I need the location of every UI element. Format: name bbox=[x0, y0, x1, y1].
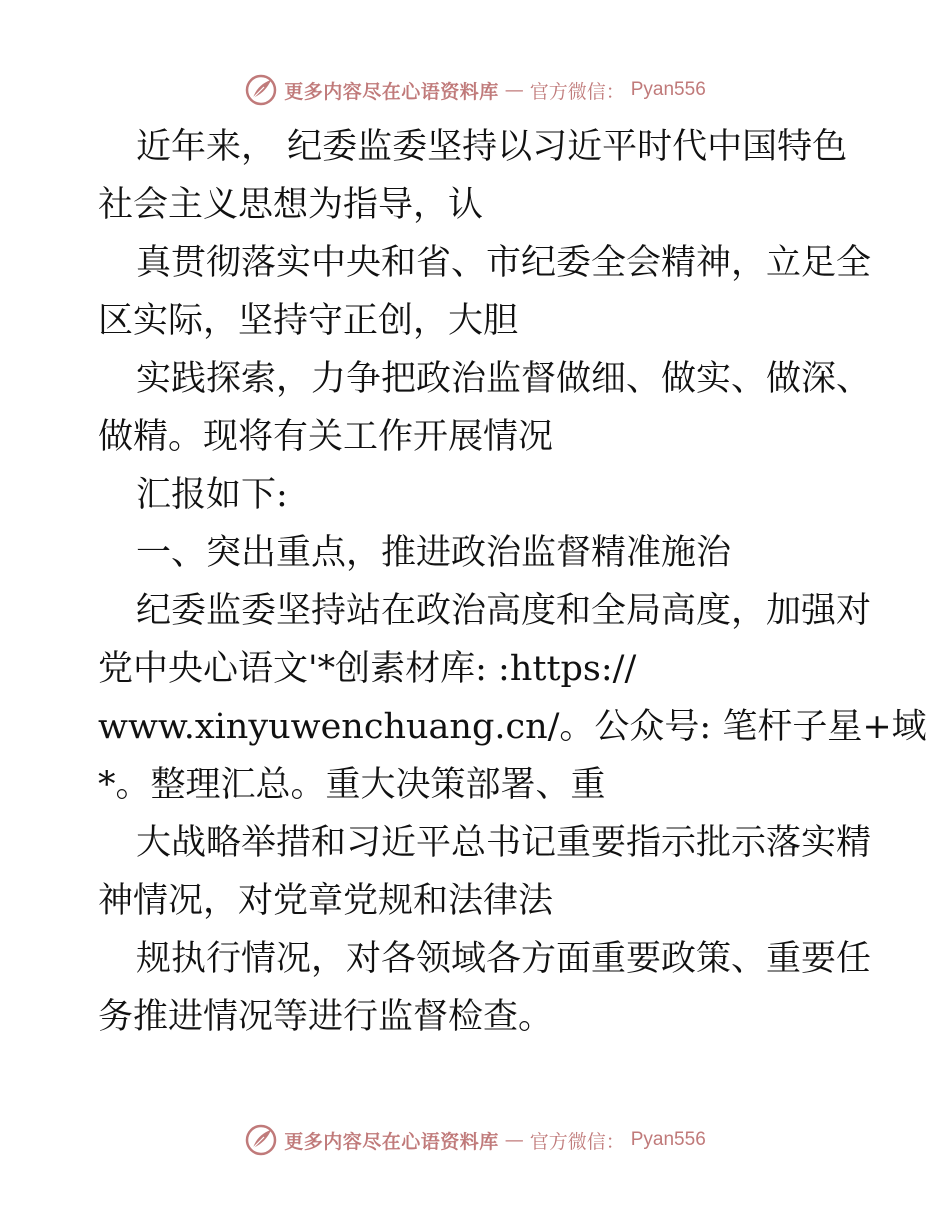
paragraph-line: 大战略举措和习近平总书记重要指示批示落实精 bbox=[136, 823, 872, 863]
paragraph-line: 做精。现将有关工作开展情况 bbox=[98, 417, 554, 457]
paragraph-line: 真贯彻落实中央和省、市纪委全会精神，立足全 bbox=[136, 243, 872, 283]
feather-pen-icon bbox=[244, 1123, 278, 1157]
paragraph-line: 规执行情况，对各领域各方面重要政策、重要任 bbox=[136, 939, 872, 979]
paragraph-line: 区实际，坚持守正创，大胆 bbox=[98, 301, 519, 341]
paragraph-line: 务推进情况等进行监督检查。 bbox=[98, 997, 554, 1037]
paragraph-line: www.xinyuwenchuang.cn/。公众号: 笔杆子星+域 bbox=[98, 707, 927, 747]
paragraph-line: *。整理汇总。重大决策部署、重 bbox=[98, 765, 606, 805]
paragraph bbox=[98, 466, 858, 524]
paragraph bbox=[98, 814, 872, 930]
paragraph-line: 神情况，对党章党规和法律法 bbox=[98, 881, 554, 921]
paragraph-line: 汇报如下: bbox=[136, 475, 288, 515]
section-heading bbox=[98, 524, 858, 582]
document-body bbox=[98, 118, 927, 1046]
paragraph bbox=[98, 930, 872, 1046]
watermark-contact-id: Pyan556 bbox=[630, 1129, 706, 1150]
watermark-title: 更多内容尽在心语资料库 bbox=[284, 1130, 499, 1153]
paragraph-line: 社会主义思想为指导，认 bbox=[98, 185, 484, 225]
watermark-contact-label: 官方微信： bbox=[529, 80, 625, 103]
header-watermark bbox=[0, 70, 950, 110]
watermark-contact-id: Pyan556 bbox=[630, 79, 706, 100]
watermark-contact-label: 官方微信： bbox=[529, 1130, 625, 1153]
paragraph-line: 纪委监委坚持站在政治高度和全局高度，加强对 bbox=[136, 591, 872, 631]
watermark-dash: — bbox=[504, 1129, 524, 1151]
footer-watermark bbox=[0, 1120, 950, 1160]
paragraph-line: 实践探索，力争把政治监督做细、做实、做深、 bbox=[136, 359, 872, 399]
paragraph bbox=[98, 234, 872, 350]
paragraph-line: 近年来， 纪委监委坚持以习近平时代中国特色 bbox=[136, 127, 848, 167]
watermark-dash: — bbox=[504, 79, 524, 101]
paragraph bbox=[98, 582, 927, 814]
feather-pen-icon bbox=[244, 73, 278, 107]
paragraph bbox=[98, 118, 858, 234]
paragraph-line: 党中央心语文'*创素材库: :https:// bbox=[98, 649, 637, 689]
paragraph bbox=[98, 350, 872, 466]
section-heading-text: 一、突出重点，推进政治监督精准施治 bbox=[136, 533, 732, 573]
watermark-title: 更多内容尽在心语资料库 bbox=[284, 80, 499, 103]
